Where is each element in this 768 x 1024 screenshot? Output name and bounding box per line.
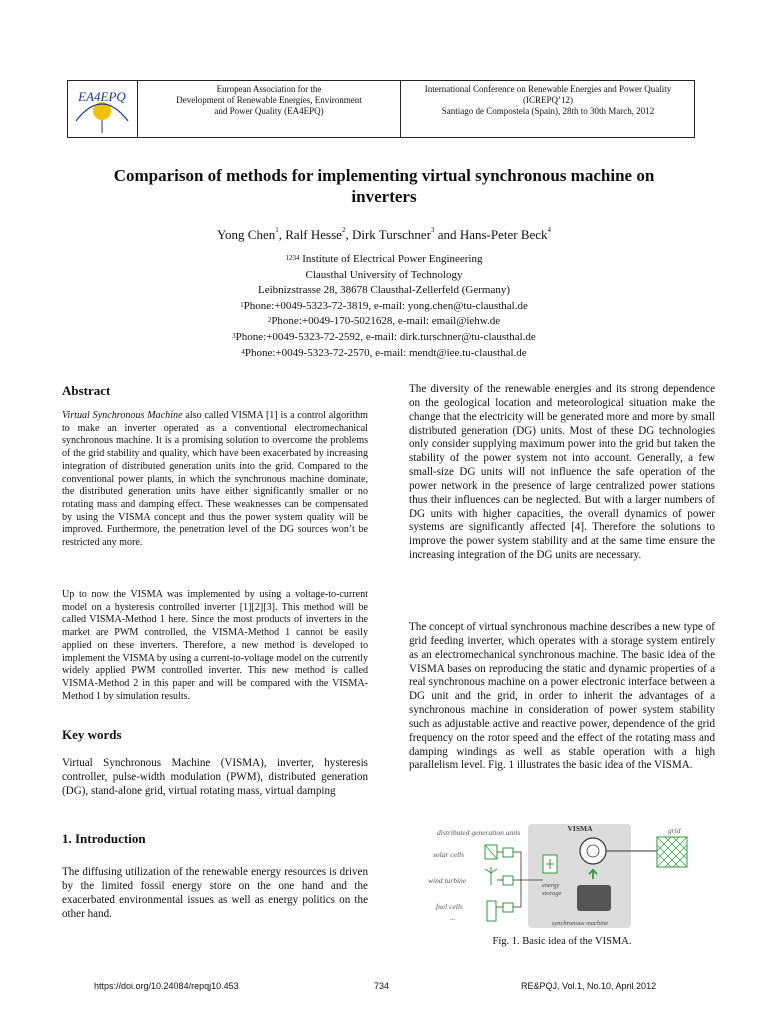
wind-turbine-icon [485,867,497,885]
contact-line [100,346,668,362]
author-list [80,227,688,243]
association-cell [138,81,401,137]
keywords-heading: Key words [62,727,122,742]
author-sep: , [345,227,352,242]
machine-rotor-icon [580,838,606,864]
dg-units-label: distributed generation units [437,828,521,837]
grid-label: grid [668,826,681,835]
logo-cell [68,81,138,137]
paper-title [80,165,688,207]
abstract-paragraph-1 [62,410,368,550]
right-paragraph-1: The diversity of the renewable energies and its strong dependence on the geological location and meteorological situation make the change that the electricity will be generated more and more by small distributed generation (DG) units. Most of these DG technologies only consider supplying maximum power into the grid but taken the stability of the power system not into account. Generally, a few small-size DG units will not influence the safe operation of the power network in the presence of large centralized power stations thus their influences can be neglected. But with a larger numbers of DG units with higher capacities, the overall dynamics of power systems are significantly affected [4]. Therefore the solutions to improve the power system stability and at the same time ensure the increasing integration of the DG units are necessary. [409,383,715,562]
visma-box [528,824,631,928]
storage-label: storage [542,890,562,897]
journal-citation: RE&PQJ, Vol.1, No.10, April 2012 [521,981,657,991]
abstract-text: also called VISMA [1] is a control algorithm to make an inverter operated as a conventional electromechanical synchronous machine. It is a promising solution to overcome the problems of the grid stability and quality, which have been exacerbated by increasing integration of distributed generation units into the grid. Compared to the conventional power plants, in which the synchronous machine dominate, the distributed generation units have either significantly smaller or no rotating mass and damping effect. These weaknesses can be compensated by using the VISMA concept and thus the power system quality will be improved. Furthermore, the penetration level of the DG sources won’t be restricted any more. [62,410,369,549]
fuel-cell-icon [487,901,496,921]
sync-machine-label: synchronous machine [551,920,609,927]
contact-line [100,299,668,315]
affiliation-block [100,252,668,361]
converter-icon [503,848,513,857]
author-sup: 4 [547,226,552,234]
author-sup: 3 [431,226,435,234]
contact-text: Phone:+0049-170-5021628, e-mail: email@iehw.de [271,315,501,328]
contact-line [100,330,668,346]
contact-sup: 4 [241,347,245,356]
author-sup: 2 [341,226,346,234]
contact-sup: 2 [267,316,272,325]
author-name: Yong Chen [216,227,276,242]
abstract-paragraph-2: Up to now the VISMA was implemented by using a voltage-to-current model on a hysteresis controlled inverter [1][2][3]. This method will be called VISMA-Method 1 here. Since the most products of inverters in the market are PWM controlled, the VISMA-Method 1 cannot be easily applied on these inverters. Therefore, a new method is developed to implement the VISMA by using a current-to-voltage model on the currently widely applied PWM controlled inverter. This new method is called VISMA-Method 2 in this paper and will be compared with the VISMA-Method 1 by simulation results. [62,589,368,702]
doi-link[interactable]: https://doi.org/10.24084/repqj10.453 [94,981,239,991]
author-sup: 1 [275,226,279,234]
logo-text: EA4EPQ [78,89,126,104]
affiliation-institute [100,252,668,268]
title-line: inverters [351,187,417,206]
fuel-label: fuel cells [436,902,463,911]
figure-visma-diagram [425,823,705,931]
title-line: Comparison of methods for implementing virtual synchronous machine on [113,166,655,185]
solar-label: solar cells [433,850,465,859]
energy-label: energy [542,882,560,889]
synchronous-machine-icon [577,885,611,911]
author-name: Ralf Hesse [285,227,342,242]
intro-paragraph-1: The diffusing utilization of the renewable energy resources is driven by the limited fossil energy store on the one hand and the exacerbated environmental issues as well as energy politics on the other hand. [62,866,368,920]
assoc-line: Development of Renewable Energies, Environment [176,95,362,105]
page-number: 734 [374,981,390,991]
keywords-text: Virtual Synchronous Machine (VISMA), inverter, hysteresis controller, pulse-width modulation (PWM), distributed generation (DG), stand-alone grid, virtual rotating mass, virtual damping [62,757,368,797]
wind-label: wind turbine [428,876,467,885]
contact-text: Phone:+0049-5323-72-2570, e-mail: mendt@iee.tu-clausthal.de [244,346,527,359]
author-name: Dirk Turschner [351,227,432,242]
assoc-line: and Power Quality (EA4EPQ) [214,106,324,116]
conference-cell [402,81,694,137]
contact-text: Phone:+0049-5323-72-2592, e-mail: dirk.turschner@tu-clausthal.de [235,330,536,343]
abstract-heading: Abstract [62,383,111,398]
university-name: Clausthal University of Technology [305,268,463,281]
conference-header-box [67,80,695,138]
right-paragraph-2: The concept of virtual synchronous machine describes a new type of grid feeding inverter, which operates with a storage system entirely as an electromechanical synchronous machine. The basic idea of the VISMA bases on reproducing the static and dynamic properties of a real synchronous machine on a power electronic interface between a DG unit and the grid, in order to inherit the advantages of a synchronous machine in consideration of power system stability such as adjustable active and reactive power, dependence of the grid frequency on the rotor speed and the effect of the rotating mass and damping windings as well as stable operation with a high parallelism level. Fig. 1 illustrates the basic idea of the VISMA. [409,621,715,772]
contact-sup: 3 [232,331,236,340]
author-sep: , [278,227,286,242]
solar-panel-icon [485,845,497,859]
postal-address: Leibnizstrasse 28, 38678 Clausthal-Zellerfeld (Germany) [257,284,510,297]
assoc-line: European Association for the [216,84,322,94]
author-and: and [434,227,460,242]
contact-sup: 1 [240,300,244,309]
institute-name: Institute of Electrical Power Engineering [299,253,483,265]
author-name: Hans-Peter Beck [459,227,548,242]
conf-line: Santiago de Compostela (Spain), 28th to 30th March, 2012 [441,106,655,116]
converter-icon [503,876,513,885]
conf-line: International Conference on Renewable Energies and Power Quality [424,84,672,94]
contact-text: Phone:+0049-5323-72-3819, e-mail: yong.chen@tu-clausthal.de [243,299,528,312]
visma-label: VISMA [567,824,593,833]
introduction-heading: 1. Introduction [62,831,146,846]
contact-line [100,314,668,330]
more-sources-label: ... [450,913,456,922]
converter-icon [503,903,513,912]
figure-caption: Fig. 1. Basic idea of the VISMA. [492,936,632,947]
ea4epq-logo [68,81,137,137]
visma-term: Virtual Synchronous Machine [62,410,183,421]
conf-line: (ICREPQ’12) [523,95,573,105]
aff-sup: 1234 [285,254,300,262]
